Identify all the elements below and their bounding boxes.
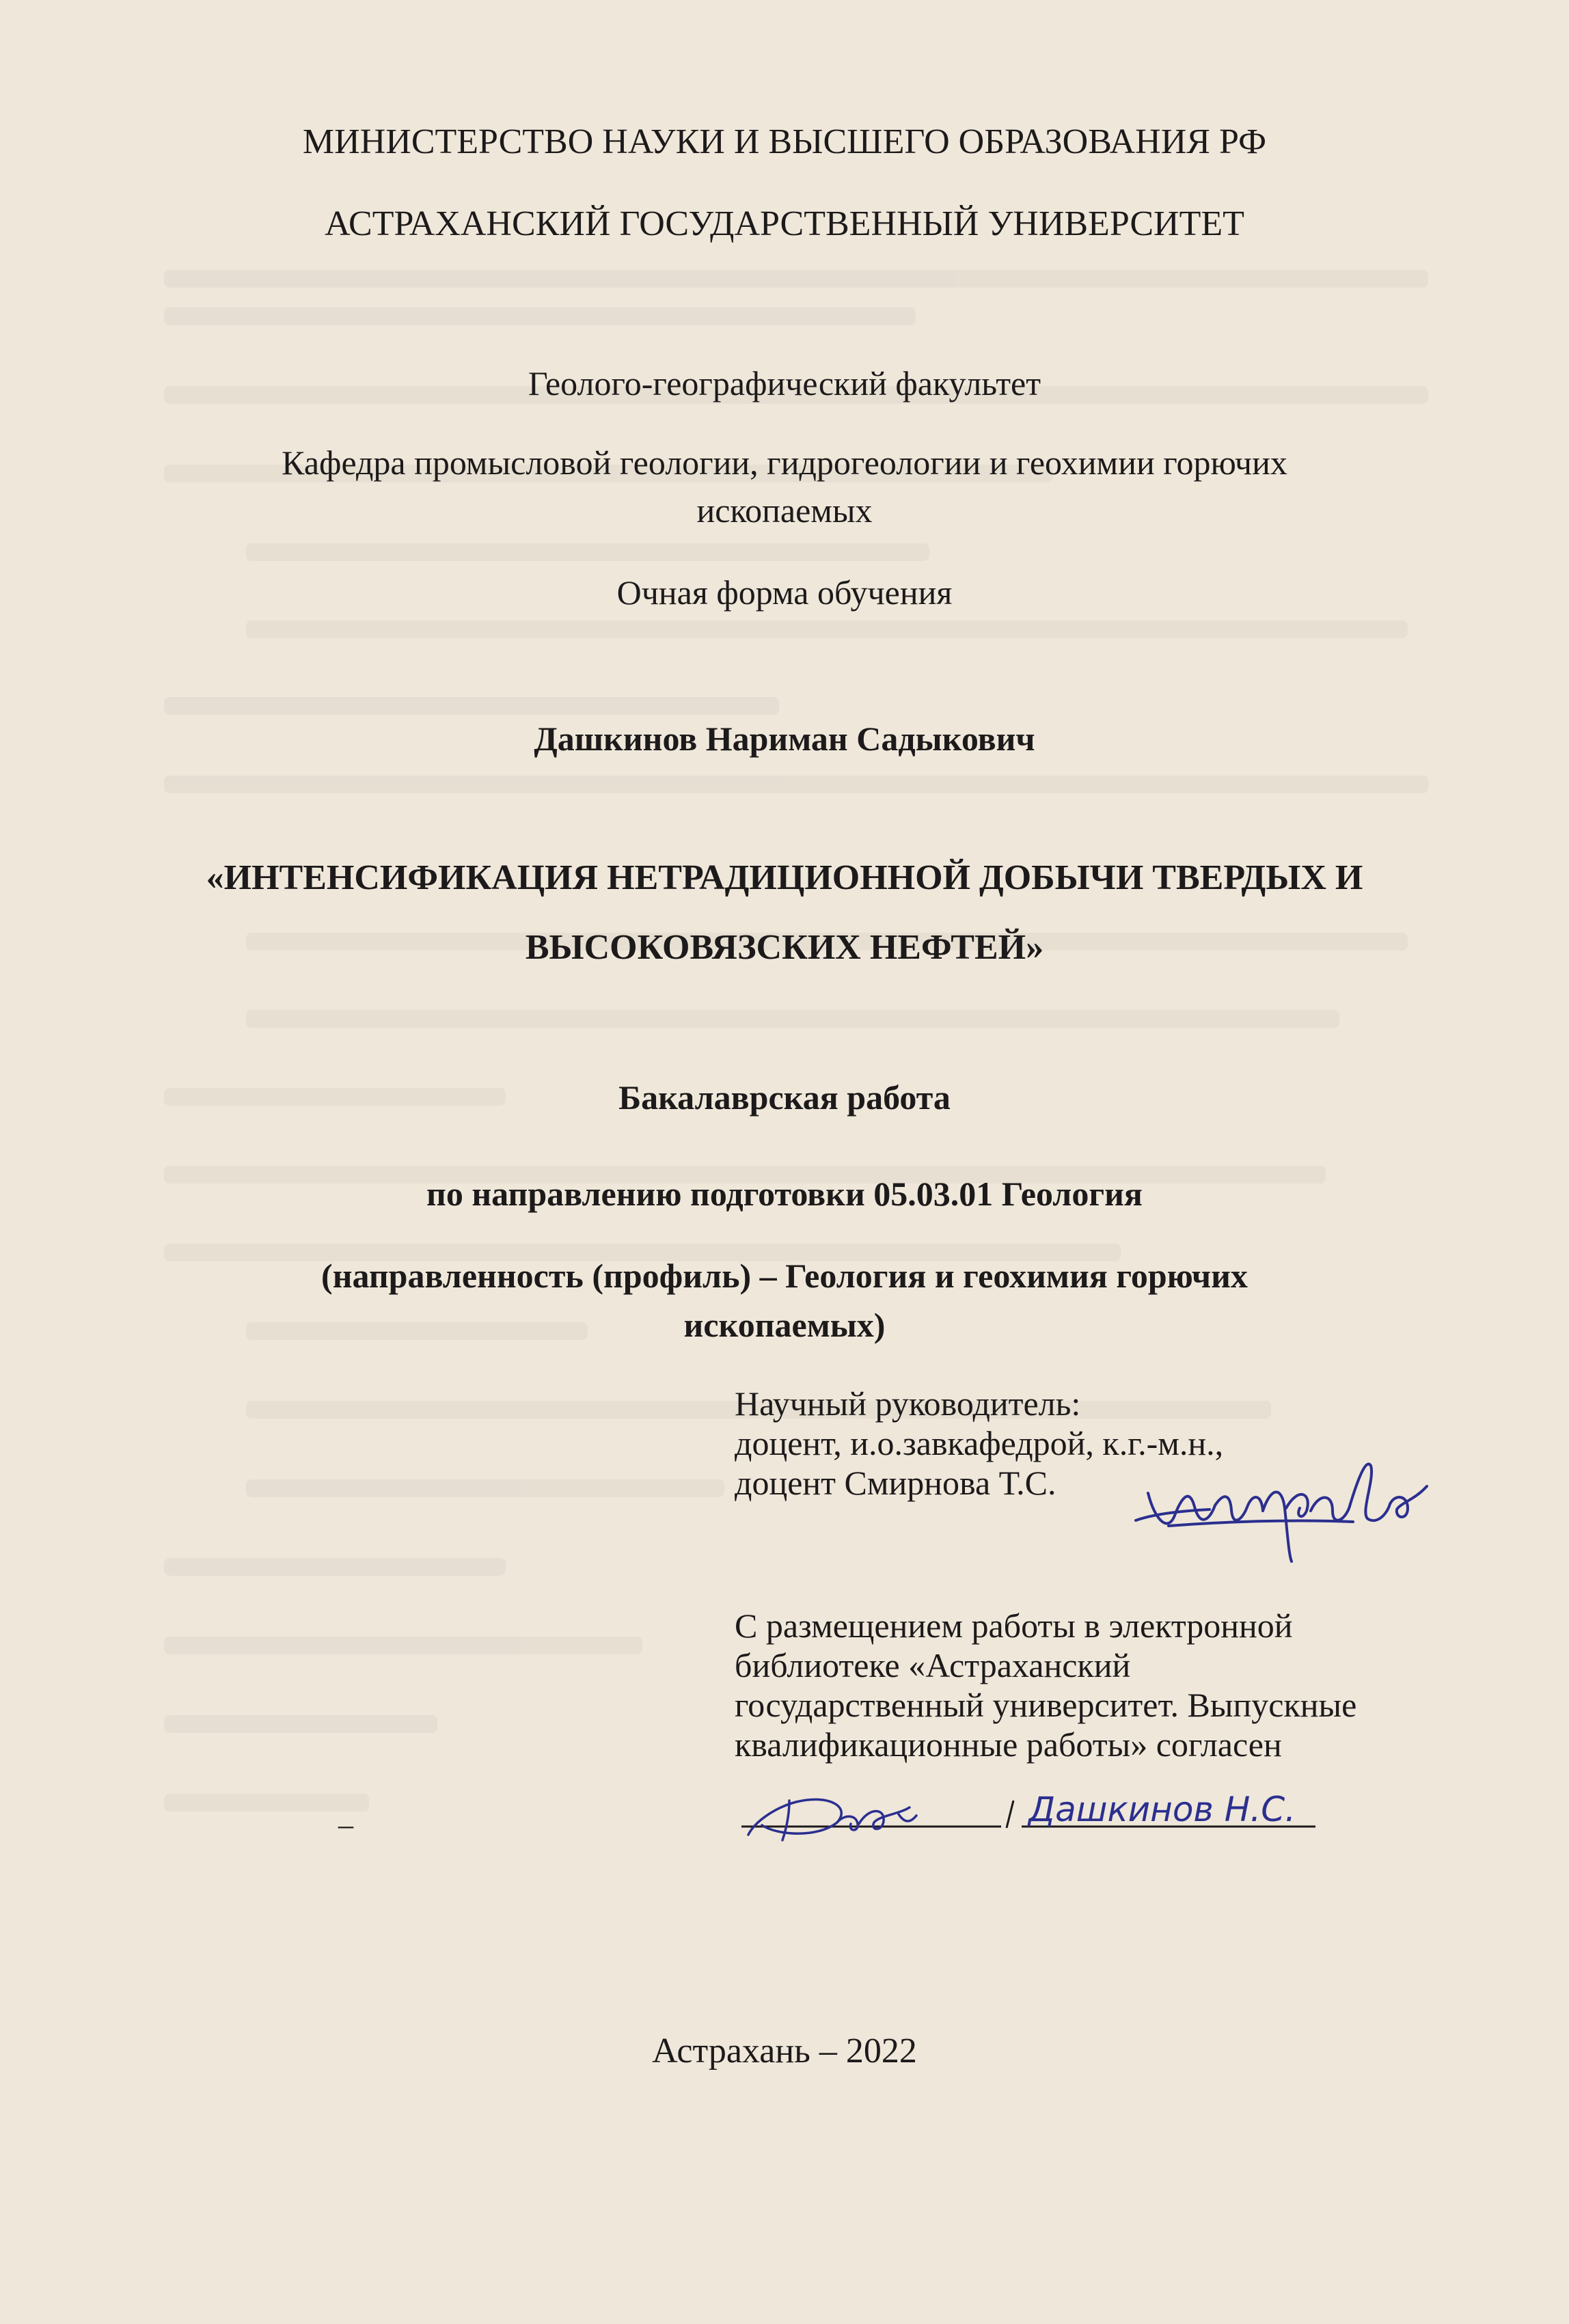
thesis-title-line-2: ВЫСОКОВЯЗСКИХ НЕФТЕЙ» (525, 928, 1044, 967)
consent-line-4: квалификационные работы» согласен (735, 1725, 1282, 1764)
stray-dash-mark: – (338, 1808, 353, 1842)
supervisor-signature (1128, 1445, 1435, 1568)
thesis-title-line-1: «ИНТЕНСИФИКАЦИЯ НЕТРАДИЦИОННОЙ ДОБЫЧИ ТВЕРДЫХ И (206, 858, 1363, 897)
consent-block (735, 1606, 1520, 1764)
author-signature-line (735, 1760, 1350, 1842)
profile-line-2: ископаемых) (683, 1306, 886, 1344)
consent-line-1: С размещением работы в электронной (735, 1607, 1293, 1645)
work-type: Бакалаврская работа (618, 1078, 951, 1117)
faculty-name: Геолого-географический факультет (528, 364, 1041, 402)
author-name: Дашкинов Нариман Садыкович (534, 720, 1035, 758)
author-handwritten-name: Дашкинов Н.С. (1028, 1790, 1296, 1829)
consent-line-3: государственный университет. Выпускные (735, 1686, 1357, 1724)
department-line-1: Кафедра промысловой геологии, гидрогеологии и геохимии горючих (282, 443, 1287, 482)
study-direction: по направлению подготовки 05.03.01 Геология (426, 1175, 1143, 1213)
ministry-heading: МИНИСТЕРСТВО НАУКИ И ВЫСШЕГО ОБРАЗОВАНИЯ РФ (302, 122, 1267, 161)
consent-line-2: библиотеке «Астраханский (735, 1646, 1131, 1684)
supervisor-label: Научный руководитель: (735, 1384, 1081, 1423)
profile-line-1: (направленность (профиль) – Геология и геохимия горючих (321, 1257, 1248, 1295)
supervisor-name: доцент Смирнова Т.С. (735, 1464, 1056, 1502)
university-heading: АСТРАХАНСКИЙ ГОСУДАРСТВЕННЫЙ УНИВЕРСИТЕТ (325, 204, 1244, 243)
department-line-2: ископаемых (696, 491, 873, 530)
author-signature-scribble (748, 1799, 916, 1840)
supervisor-position: доцент, и.о.завкафедрой, к.г.-м.н., (735, 1424, 1224, 1462)
city-year: Астрахань – 2022 (652, 2032, 917, 2070)
study-form: Очная форма обучения (616, 573, 953, 612)
